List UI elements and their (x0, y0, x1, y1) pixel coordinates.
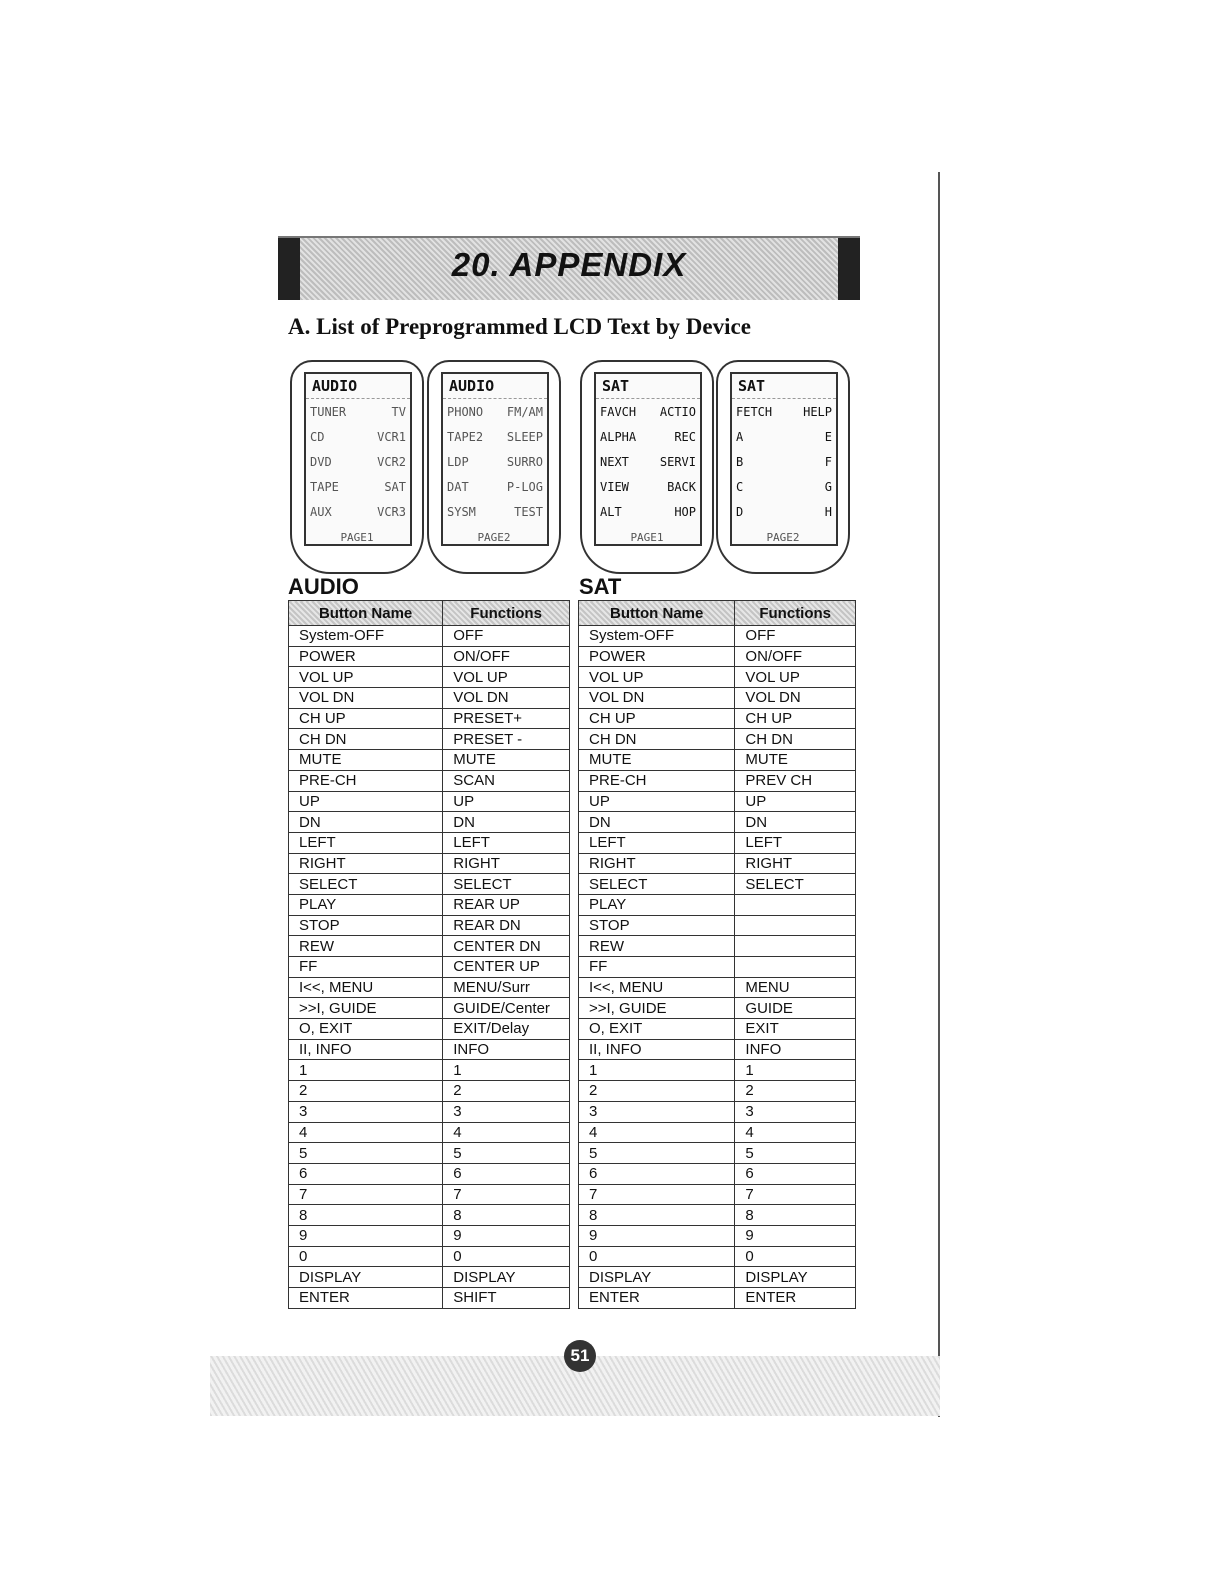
table-row (289, 667, 570, 688)
lcd-row: PHONO FM/AM (447, 404, 543, 419)
button-name-cell: RIGHT (579, 853, 735, 874)
lcd-row: C G (736, 479, 832, 494)
function-cell: CH DN (735, 729, 856, 750)
function-cell: MENU (735, 977, 856, 998)
table-row (579, 1267, 856, 1288)
table-row (289, 708, 570, 729)
function-cell: 2 (735, 1081, 856, 1102)
button-name-cell: 2 (579, 1081, 735, 1102)
table-row (289, 853, 570, 874)
table-row (579, 646, 856, 667)
lcd-row: B F (736, 454, 832, 469)
column-header: Button Name (289, 601, 443, 626)
function-cell: DN (443, 812, 570, 833)
appendix-title: 20. APPENDIX (451, 246, 687, 283)
function-cell: 0 (443, 1246, 570, 1267)
function-cell: 3 (443, 1101, 570, 1122)
button-name-cell: I<<, MENU (579, 977, 735, 998)
table-row (579, 667, 856, 688)
table-row (289, 1060, 570, 1081)
table-row (289, 1101, 570, 1122)
table-row (289, 812, 570, 833)
button-name-cell: 6 (289, 1163, 443, 1184)
function-cell: VOL UP (443, 667, 570, 688)
button-name-cell: FF (289, 957, 443, 978)
function-cell: MUTE (735, 750, 856, 771)
table-row (579, 957, 856, 978)
function-cell: PRESET+ (443, 708, 570, 729)
function-cell: 9 (735, 1225, 856, 1246)
button-name-cell: CH UP (579, 708, 735, 729)
table-row (579, 1143, 856, 1164)
function-cell: VOL DN (443, 688, 570, 709)
button-name-cell: SELECT (289, 874, 443, 895)
table-row (579, 998, 856, 1019)
table-row (289, 1267, 570, 1288)
function-cell: DISPLAY (735, 1267, 856, 1288)
table-row (579, 894, 856, 915)
section-title: A. List of Preprogrammed LCD Text by Device (288, 314, 751, 339)
button-name-cell: VOL DN (579, 688, 735, 709)
button-name-cell: >>I, GUIDE (289, 998, 443, 1019)
button-name-cell: 0 (579, 1246, 735, 1267)
function-cell: EXIT (735, 1019, 856, 1040)
button-name-cell: CH UP (289, 708, 443, 729)
table-row (289, 1246, 570, 1267)
table-row (579, 1225, 856, 1246)
button-name-cell: LEFT (579, 832, 735, 853)
audio-table-label: AUDIO (288, 574, 359, 599)
lcd-row: SYSM TEST (447, 504, 543, 519)
function-cell: 8 (443, 1205, 570, 1226)
button-name-cell: DISPLAY (579, 1267, 735, 1288)
table-row (579, 750, 856, 771)
function-cell: 1 (735, 1060, 856, 1081)
button-name-cell: 0 (289, 1246, 443, 1267)
lcd-row: FETCH HELP (736, 404, 832, 419)
table-row (289, 1205, 570, 1226)
button-name-cell: SELECT (579, 874, 735, 895)
function-cell: GUIDE/Center (443, 998, 570, 1019)
audio-function-table (288, 600, 570, 1309)
function-cell: DN (735, 812, 856, 833)
table-row (289, 1122, 570, 1143)
lcd-screen (730, 372, 838, 546)
button-name-cell: MUTE (579, 750, 735, 771)
table-row (579, 1060, 856, 1081)
button-name-cell: PRE-CH (579, 770, 735, 791)
button-name-cell: DISPLAY (289, 1267, 443, 1288)
function-cell: CENTER DN (443, 936, 570, 957)
table-row (579, 936, 856, 957)
page-number-badge: 51 (564, 1340, 596, 1372)
lcd-row: VIEW BACK (600, 479, 696, 494)
table-row (289, 957, 570, 978)
lcd-row: DAT P-LOG (447, 479, 543, 494)
button-name-cell: 9 (289, 1225, 443, 1246)
table-row (579, 729, 856, 750)
table-row (579, 977, 856, 998)
function-cell: 2 (443, 1081, 570, 1102)
table-row (289, 1225, 570, 1246)
function-cell: 4 (443, 1122, 570, 1143)
table-row (579, 1246, 856, 1267)
function-cell: 7 (443, 1184, 570, 1205)
table-row (289, 998, 570, 1019)
button-name-cell: 6 (579, 1163, 735, 1184)
function-cell: 6 (443, 1163, 570, 1184)
function-cell: MUTE (443, 750, 570, 771)
button-name-cell: VOL DN (289, 688, 443, 709)
lcd-sat-page1 (580, 360, 714, 574)
lcd-row: TUNER TV (310, 404, 406, 419)
table-row (579, 812, 856, 833)
function-cell: CENTER UP (443, 957, 570, 978)
table-row (579, 832, 856, 853)
table-row (579, 708, 856, 729)
lcd-row: A E (736, 429, 832, 444)
table-row (579, 874, 856, 895)
lcd-device-label: SAT (596, 374, 700, 399)
button-name-cell: 5 (579, 1143, 735, 1164)
lcd-page-label: PAGE1 (340, 531, 374, 544)
lcd-screen (304, 372, 412, 546)
function-cell (735, 915, 856, 936)
table-row (289, 791, 570, 812)
function-cell: 7 (735, 1184, 856, 1205)
button-name-cell: 4 (579, 1122, 735, 1143)
table-row (579, 688, 856, 709)
table-row (579, 915, 856, 936)
button-name-cell: PRE-CH (289, 770, 443, 791)
table-row (579, 1163, 856, 1184)
lcd-row: FAVCH ACTIO (600, 404, 696, 419)
button-name-cell: 3 (289, 1101, 443, 1122)
function-cell: 5 (443, 1143, 570, 1164)
table-row (289, 832, 570, 853)
function-cell: CH UP (735, 708, 856, 729)
function-cell: SELECT (443, 874, 570, 895)
button-name-cell: System-OFF (579, 626, 735, 647)
lcd-sat-page2 (716, 360, 850, 574)
function-cell: 4 (735, 1122, 856, 1143)
button-name-cell: REW (579, 936, 735, 957)
table-row (579, 1101, 856, 1122)
function-cell: 0 (735, 1246, 856, 1267)
lcd-row: LDP SURRO (447, 454, 543, 469)
table-row (579, 626, 856, 647)
function-cell: DISPLAY (443, 1267, 570, 1288)
lcd-row: AUX VCR3 (310, 504, 406, 519)
table-row (579, 1019, 856, 1040)
lcd-row: D H (736, 504, 832, 519)
table-row (289, 688, 570, 709)
sat-table-label: SAT (579, 574, 622, 599)
button-name-cell: 2 (289, 1081, 443, 1102)
button-name-cell: 3 (579, 1101, 735, 1122)
button-name-cell: VOL UP (579, 667, 735, 688)
button-name-cell: ENTER (289, 1288, 443, 1309)
button-name-cell: >>I, GUIDE (579, 998, 735, 1019)
table-row (289, 1039, 570, 1060)
button-name-cell: RIGHT (289, 853, 443, 874)
lcd-page-label: PAGE2 (477, 531, 511, 544)
table-row (579, 770, 856, 791)
button-name-cell: 7 (579, 1184, 735, 1205)
button-name-cell: DN (289, 812, 443, 833)
column-header: Functions (735, 601, 856, 626)
function-cell: EXIT/Delay (443, 1019, 570, 1040)
table-row (289, 936, 570, 957)
function-cell: REAR DN (443, 915, 570, 936)
function-cell: INFO (735, 1039, 856, 1060)
function-cell: ENTER (735, 1288, 856, 1309)
button-name-cell: II, INFO (579, 1039, 735, 1060)
button-name-cell: ENTER (579, 1288, 735, 1309)
function-cell: REAR UP (443, 894, 570, 915)
function-cell: LEFT (443, 832, 570, 853)
function-cell (735, 894, 856, 915)
button-name-cell: POWER (289, 646, 443, 667)
function-cell: ON/OFF (443, 646, 570, 667)
table-row (579, 1039, 856, 1060)
lcd-row: DVD VCR2 (310, 454, 406, 469)
table-row (579, 1205, 856, 1226)
function-cell: OFF (443, 626, 570, 647)
table-row (579, 1122, 856, 1143)
table-header-row (579, 601, 856, 626)
table-row (289, 915, 570, 936)
column-header: Button Name (579, 601, 735, 626)
button-name-cell: DN (579, 812, 735, 833)
function-cell: GUIDE (735, 998, 856, 1019)
button-name-cell: PLAY (289, 894, 443, 915)
lcd-row: TAPE SAT (310, 479, 406, 494)
function-cell: 8 (735, 1205, 856, 1226)
button-name-cell: STOP (289, 915, 443, 936)
function-cell: VOL UP (735, 667, 856, 688)
button-name-cell: 8 (579, 1205, 735, 1226)
function-cell: SHIFT (443, 1288, 570, 1309)
table-row (289, 977, 570, 998)
function-cell: UP (735, 791, 856, 812)
button-name-cell: O, EXIT (289, 1019, 443, 1040)
function-cell: MENU/Surr (443, 977, 570, 998)
button-name-cell: 7 (289, 1184, 443, 1205)
table-body (579, 626, 856, 1309)
function-cell: RIGHT (735, 853, 856, 874)
function-cell: VOL DN (735, 688, 856, 709)
button-name-cell: 5 (289, 1143, 443, 1164)
button-name-cell: 8 (289, 1205, 443, 1226)
page-edge-rule (938, 172, 940, 1417)
button-name-cell: UP (579, 791, 735, 812)
button-name-cell: 9 (579, 1225, 735, 1246)
table-row (289, 1143, 570, 1164)
lcd-row: ALT HOP (600, 504, 696, 519)
button-name-cell: POWER (579, 646, 735, 667)
button-name-cell: CH DN (579, 729, 735, 750)
lcd-page-label: PAGE2 (766, 531, 800, 544)
button-name-cell: II, INFO (289, 1039, 443, 1060)
table-row (579, 791, 856, 812)
function-cell: 3 (735, 1101, 856, 1122)
button-name-cell: MUTE (289, 750, 443, 771)
lcd-row: NEXT SERVI (600, 454, 696, 469)
function-cell: INFO (443, 1039, 570, 1060)
button-name-cell: REW (289, 936, 443, 957)
function-cell: 6 (735, 1163, 856, 1184)
button-name-cell: O, EXIT (579, 1019, 735, 1040)
table-row (289, 1163, 570, 1184)
button-name-cell: FF (579, 957, 735, 978)
button-name-cell: STOP (579, 915, 735, 936)
table-row (579, 853, 856, 874)
button-name-cell: PLAY (579, 894, 735, 915)
table-row (289, 1184, 570, 1205)
function-cell: ON/OFF (735, 646, 856, 667)
table-header-row (289, 601, 570, 626)
table-body (289, 626, 570, 1309)
function-cell (735, 936, 856, 957)
lcd-screen (594, 372, 702, 546)
function-cell: 1 (443, 1060, 570, 1081)
function-cell (735, 957, 856, 978)
table-row (289, 1081, 570, 1102)
sat-function-table (578, 600, 856, 1309)
button-name-cell: VOL UP (289, 667, 443, 688)
lcd-row: TAPE2 SLEEP (447, 429, 543, 444)
lcd-row: ALPHA REC (600, 429, 696, 444)
lcd-audio-page1 (290, 360, 424, 574)
lcd-page-label: PAGE1 (630, 531, 664, 544)
table-row (579, 1288, 856, 1309)
function-cell: LEFT (735, 832, 856, 853)
button-name-cell: LEFT (289, 832, 443, 853)
function-cell: SELECT (735, 874, 856, 895)
lcd-device-label: AUDIO (443, 374, 547, 399)
table-row (289, 1019, 570, 1040)
button-name-cell: 1 (579, 1060, 735, 1081)
function-cell: 5 (735, 1143, 856, 1164)
function-cell: UP (443, 791, 570, 812)
button-name-cell: 1 (289, 1060, 443, 1081)
table-row (579, 1081, 856, 1102)
table-row (289, 626, 570, 647)
lcd-screen (441, 372, 549, 546)
function-cell: SCAN (443, 770, 570, 791)
function-cell: PREV CH (735, 770, 856, 791)
lcd-device-label: SAT (732, 374, 836, 399)
function-cell: OFF (735, 626, 856, 647)
function-cell: RIGHT (443, 853, 570, 874)
table-row (289, 729, 570, 750)
lcd-audio-page2 (427, 360, 561, 574)
lcd-device-label: AUDIO (306, 374, 410, 399)
table-row (289, 874, 570, 895)
table-row (289, 770, 570, 791)
button-name-cell: 4 (289, 1122, 443, 1143)
table-row (289, 1288, 570, 1309)
button-name-cell: CH DN (289, 729, 443, 750)
button-name-cell: I<<, MENU (289, 977, 443, 998)
function-cell: 9 (443, 1225, 570, 1246)
column-header: Functions (443, 601, 570, 626)
button-name-cell: System-OFF (289, 626, 443, 647)
button-name-cell: UP (289, 791, 443, 812)
appendix-header-band (278, 236, 860, 300)
table-row (289, 646, 570, 667)
table-row (579, 1184, 856, 1205)
lcd-row: CD VCR1 (310, 429, 406, 444)
function-cell: PRESET - (443, 729, 570, 750)
table-row (289, 894, 570, 915)
table-row (289, 750, 570, 771)
